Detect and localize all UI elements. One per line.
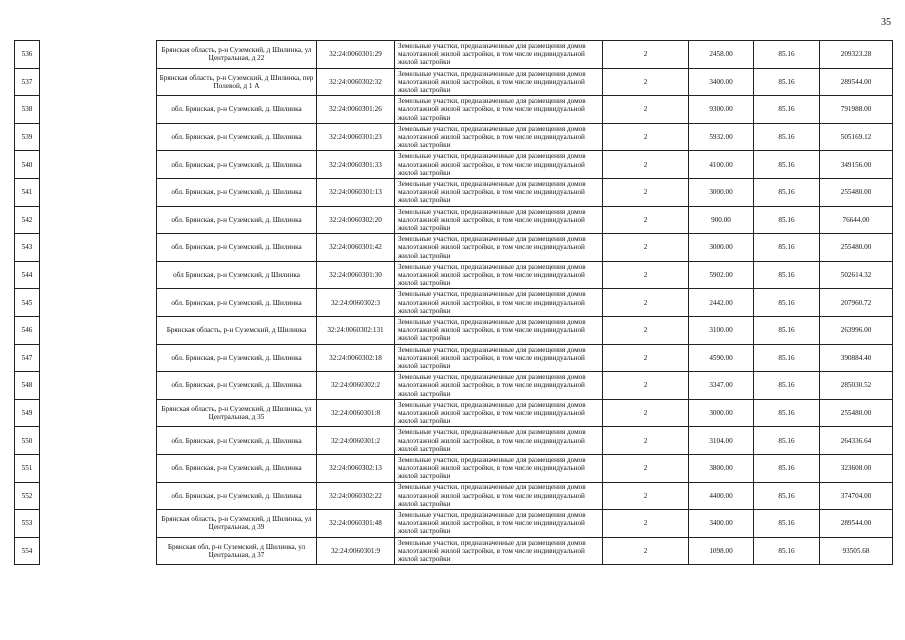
category-cell: 2	[603, 234, 689, 262]
address-cell: обл. Брянская, р-н Суземский, д. Шилинка	[157, 482, 317, 510]
area-cell: 5902.00	[689, 261, 754, 289]
permitted-use-cell: Земельные участки, предназначенные для размещения домов малоэтажной жилой застройки, в том числе индивидуальной жилой застройки	[395, 234, 603, 262]
specific-value-cell: 85.16	[754, 178, 820, 206]
empty-spacer-cell	[40, 41, 157, 69]
permitted-use-cell: Земельные участки, предназначенные для размещения домов малоэтажной жилой застройки, в том числе индивидуальной жилой застройки	[395, 482, 603, 510]
table-row	[15, 206, 893, 234]
area-cell: 4400.00	[689, 482, 754, 510]
cadastral-number-cell: 32:24:0060301:8	[317, 399, 395, 427]
area-cell: 9300.00	[689, 96, 754, 124]
cadastral-number-cell: 32:24:0060301:13	[317, 178, 395, 206]
address-cell: обл. Брянская, р-н Суземский, д. Шилинка	[157, 344, 317, 372]
table-row	[15, 234, 893, 262]
table-row	[15, 510, 893, 538]
empty-spacer-cell	[40, 123, 157, 151]
empty-spacer-cell	[40, 399, 157, 427]
empty-spacer-cell	[40, 289, 157, 317]
specific-value-cell: 85.16	[754, 234, 820, 262]
empty-spacer-cell	[40, 206, 157, 234]
area-cell: 3104.00	[689, 427, 754, 455]
row-number-cell: 539	[15, 123, 40, 151]
address-cell: обл. Брянская, р-н Суземский, д. Шилинка	[157, 123, 317, 151]
row-number-cell: 542	[15, 206, 40, 234]
cadastral-value-cell: 285030.52	[820, 372, 893, 400]
cadastral-value-cell: 264336.64	[820, 427, 893, 455]
permitted-use-cell: Земельные участки, предназначенные для размещения домов малоэтажной жилой застройки, в том числе индивидуальной жилой застройки	[395, 427, 603, 455]
cadastral-number-cell: 32:24:0060301:23	[317, 123, 395, 151]
specific-value-cell: 85.16	[754, 399, 820, 427]
table-row	[15, 454, 893, 482]
category-cell: 2	[603, 178, 689, 206]
row-number-cell: 554	[15, 537, 40, 565]
area-cell: 5932.00	[689, 123, 754, 151]
permitted-use-cell: Земельные участки, предназначенные для размещения домов малоэтажной жилой застройки, в том числе индивидуальной жилой застройки	[395, 123, 603, 151]
category-cell: 2	[603, 344, 689, 372]
specific-value-cell: 85.16	[754, 41, 820, 69]
empty-spacer-cell	[40, 510, 157, 538]
category-cell: 2	[603, 289, 689, 317]
area-cell: 3100.00	[689, 316, 754, 344]
cadastral-value-cell: 502614.32	[820, 261, 893, 289]
empty-spacer-cell	[40, 151, 157, 179]
cadastral-number-cell: 32:24:0060302:22	[317, 482, 395, 510]
permitted-use-cell: Земельные участки, предназначенные для размещения домов малоэтажной жилой застройки, в том числе индивидуальной жилой застройки	[395, 151, 603, 179]
cadastral-number-cell: 32:24:0060301:9	[317, 537, 395, 565]
cadastral-value-cell: 255480.00	[820, 399, 893, 427]
cadastral-value-cell: 323608.00	[820, 454, 893, 482]
specific-value-cell: 85.16	[754, 537, 820, 565]
permitted-use-cell: Земельные участки, предназначенные для размещения домов малоэтажной жилой застройки, в том числе индивидуальной жилой застройки	[395, 399, 603, 427]
specific-value-cell: 85.16	[754, 206, 820, 234]
cadastral-value-cell: 349156.00	[820, 151, 893, 179]
cadastral-value-cell: 289544.00	[820, 510, 893, 538]
permitted-use-cell: Земельные участки, предназначенные для размещения домов малоэтажной жилой застройки, в том числе индивидуальной жилой застройки	[395, 68, 603, 96]
table-row	[15, 123, 893, 151]
category-cell: 2	[603, 261, 689, 289]
permitted-use-cell: Земельные участки, предназначенные для размещения домов малоэтажной жилой застройки, в том числе индивидуальной жилой застройки	[395, 344, 603, 372]
area-cell: 3000.00	[689, 399, 754, 427]
address-cell: Брянская обл, р-н Суземский, д Шилинка, ул Центральная, д 37	[157, 537, 317, 565]
table-row	[15, 537, 893, 565]
permitted-use-cell: Земельные участки, предназначенные для размещения домов малоэтажной жилой застройки, в том числе индивидуальной жилой застройки	[395, 261, 603, 289]
row-number-cell: 544	[15, 261, 40, 289]
category-cell: 2	[603, 454, 689, 482]
category-cell: 2	[603, 68, 689, 96]
category-cell: 2	[603, 399, 689, 427]
empty-spacer-cell	[40, 68, 157, 96]
table-row	[15, 427, 893, 455]
cadastral-number-cell: 32:24:0060301:48	[317, 510, 395, 538]
permitted-use-cell: Земельные участки, предназначенные для размещения домов малоэтажной жилой застройки, в том числе индивидуальной жилой застройки	[395, 316, 603, 344]
address-cell: обл. Брянская, р-н Суземский, д. Шилинка	[157, 96, 317, 124]
empty-spacer-cell	[40, 454, 157, 482]
cadastral-number-cell: 32:24:0060302:20	[317, 206, 395, 234]
permitted-use-cell: Земельные участки, предназначенные для размещения домов малоэтажной жилой застройки, в том числе индивидуальной жилой застройки	[395, 96, 603, 124]
permitted-use-cell: Земельные участки, предназначенные для размещения домов малоэтажной жилой застройки, в том числе индивидуальной жилой застройки	[395, 537, 603, 565]
category-cell: 2	[603, 96, 689, 124]
empty-spacer-cell	[40, 316, 157, 344]
cadastral-value-cell: 289544.00	[820, 68, 893, 96]
area-cell: 3400.00	[689, 68, 754, 96]
address-cell: обл. Брянская, р-н Суземский, д. Шилинка	[157, 151, 317, 179]
address-cell: обл. Брянская, р-н Суземский, д. Шилинка	[157, 234, 317, 262]
category-cell: 2	[603, 316, 689, 344]
cadastral-number-cell: 32:24:0060301:42	[317, 234, 395, 262]
row-number-cell: 543	[15, 234, 40, 262]
cadastral-number-cell: 32:24:0060302:18	[317, 344, 395, 372]
area-cell: 3000.00	[689, 234, 754, 262]
row-number-cell: 547	[15, 344, 40, 372]
area-cell: 3000.00	[689, 178, 754, 206]
category-cell: 2	[603, 510, 689, 538]
cadastral-value-cell: 93505.68	[820, 537, 893, 565]
row-number-cell: 551	[15, 454, 40, 482]
area-cell: 4100.00	[689, 151, 754, 179]
address-cell: обл. Брянская, р-н Суземский, д. Шилинка	[157, 372, 317, 400]
area-cell: 3800.00	[689, 454, 754, 482]
specific-value-cell: 85.16	[754, 454, 820, 482]
table-row	[15, 151, 893, 179]
specific-value-cell: 85.16	[754, 427, 820, 455]
row-number-cell: 545	[15, 289, 40, 317]
cadastral-number-cell: 32:24:0060301:33	[317, 151, 395, 179]
cadastral-value-cell: 505169.12	[820, 123, 893, 151]
row-number-cell: 538	[15, 96, 40, 124]
address-cell: обл. Брянская, р-н Суземский, д. Шилинка	[157, 178, 317, 206]
category-cell: 2	[603, 123, 689, 151]
cadastral-value-cell: 207960.72	[820, 289, 893, 317]
table-row	[15, 399, 893, 427]
row-number-cell: 548	[15, 372, 40, 400]
specific-value-cell: 85.16	[754, 96, 820, 124]
category-cell: 2	[603, 537, 689, 565]
address-cell: обл. Брянская, р-н Суземский, д. Шилинка	[157, 454, 317, 482]
category-cell: 2	[603, 427, 689, 455]
page-number: 35	[881, 17, 891, 28]
area-cell: 2442.00	[689, 289, 754, 317]
empty-spacer-cell	[40, 372, 157, 400]
row-number-cell: 549	[15, 399, 40, 427]
area-cell: 3400.00	[689, 510, 754, 538]
category-cell: 2	[603, 206, 689, 234]
permitted-use-cell: Земельные участки, предназначенные для размещения домов малоэтажной жилой застройки, в том числе индивидуальной жилой застройки	[395, 206, 603, 234]
category-cell: 2	[603, 482, 689, 510]
row-number-cell: 546	[15, 316, 40, 344]
row-number-cell: 541	[15, 178, 40, 206]
cadastral-number-cell: 32:24:0060301:2	[317, 427, 395, 455]
table-row	[15, 178, 893, 206]
permitted-use-cell: Земельные участки, предназначенные для размещения домов малоэтажной жилой застройки, в том числе индивидуальной жилой застройки	[395, 178, 603, 206]
specific-value-cell: 85.16	[754, 289, 820, 317]
address-cell: обл. Брянская, р-н Суземский, д. Шилинка	[157, 427, 317, 455]
area-cell: 2458.00	[689, 41, 754, 69]
cadastral-number-cell: 32:24:0060302:2	[317, 372, 395, 400]
table-row	[15, 261, 893, 289]
row-number-cell: 550	[15, 427, 40, 455]
area-cell: 3347.00	[689, 372, 754, 400]
area-cell: 900.00	[689, 206, 754, 234]
table-row	[15, 289, 893, 317]
address-cell: Брянская область, р-н Суземский, д Шилинка, пер Полевой, д 1 А	[157, 68, 317, 96]
cadastral-value-cell: 76644.00	[820, 206, 893, 234]
address-cell: Брянская область, р-н Суземский, д Шилинка, ул Центральная, д 35	[157, 399, 317, 427]
specific-value-cell: 85.16	[754, 372, 820, 400]
specific-value-cell: 85.16	[754, 68, 820, 96]
table-row	[15, 482, 893, 510]
cadastral-value-cell: 255480.00	[820, 178, 893, 206]
address-cell: обл Брянская, р-н Суземский, д Шилинка	[157, 261, 317, 289]
cadastral-number-cell: 32:24:0060302:131	[317, 316, 395, 344]
table-row	[15, 316, 893, 344]
cadastral-number-cell: 32:24:0060301:30	[317, 261, 395, 289]
cadastral-number-cell: 32:24:0060301:29	[317, 41, 395, 69]
empty-spacer-cell	[40, 482, 157, 510]
table-row	[15, 41, 893, 69]
category-cell: 2	[603, 151, 689, 179]
table-row	[15, 96, 893, 124]
permitted-use-cell: Земельные участки, предназначенные для размещения домов малоэтажной жилой застройки, в том числе индивидуальной жилой застройки	[395, 289, 603, 317]
empty-spacer-cell	[40, 178, 157, 206]
address-cell: Брянская область, р-н Суземский, д Шилинка, ул Центральная, д 22	[157, 41, 317, 69]
empty-spacer-cell	[40, 427, 157, 455]
category-cell: 2	[603, 372, 689, 400]
permitted-use-cell: Земельные участки, предназначенные для размещения домов малоэтажной жилой застройки, в том числе индивидуальной жилой застройки	[395, 454, 603, 482]
row-number-cell: 540	[15, 151, 40, 179]
specific-value-cell: 85.16	[754, 344, 820, 372]
table-body	[15, 41, 893, 565]
empty-spacer-cell	[40, 234, 157, 262]
cadastral-value-cell: 255480.00	[820, 234, 893, 262]
cadastral-number-cell: 32:24:0060301:26	[317, 96, 395, 124]
table-row	[15, 344, 893, 372]
permitted-use-cell: Земельные участки, предназначенные для размещения домов малоэтажной жилой застройки, в том числе индивидуальной жилой застройки	[395, 41, 603, 69]
address-cell: Брянская область, р-н Суземский, д Шилинка	[157, 316, 317, 344]
specific-value-cell: 85.16	[754, 316, 820, 344]
table-row	[15, 372, 893, 400]
cadastral-value-cell: 209323.28	[820, 41, 893, 69]
permitted-use-cell: Земельные участки, предназначенные для размещения домов малоэтажной жилой застройки, в том числе индивидуальной жилой застройки	[395, 372, 603, 400]
address-cell: обл. Брянская, р-н Суземский, д. Шилинка	[157, 206, 317, 234]
specific-value-cell: 85.16	[754, 123, 820, 151]
cadastral-number-cell: 32:24:0060302:32	[317, 68, 395, 96]
empty-spacer-cell	[40, 344, 157, 372]
row-number-cell: 553	[15, 510, 40, 538]
empty-spacer-cell	[40, 96, 157, 124]
row-number-cell: 552	[15, 482, 40, 510]
land-plots-table	[14, 40, 893, 565]
cadastral-number-cell: 32:24:0060302:13	[317, 454, 395, 482]
address-cell: обл. Брянская, р-н Суземский, д. Шилинка	[157, 289, 317, 317]
category-cell: 2	[603, 41, 689, 69]
table-row	[15, 68, 893, 96]
permitted-use-cell: Земельные участки, предназначенные для размещения домов малоэтажной жилой застройки, в том числе индивидуальной жилой застройки	[395, 510, 603, 538]
specific-value-cell: 85.16	[754, 510, 820, 538]
empty-spacer-cell	[40, 261, 157, 289]
cadastral-number-cell: 32:24:0060302:3	[317, 289, 395, 317]
area-cell: 1098.00	[689, 537, 754, 565]
address-cell: Брянская область, р-н Суземский, д Шилинка, ул Центральная, д 39	[157, 510, 317, 538]
area-cell: 4590.00	[689, 344, 754, 372]
row-number-cell: 537	[15, 68, 40, 96]
specific-value-cell: 85.16	[754, 151, 820, 179]
specific-value-cell: 85.16	[754, 261, 820, 289]
cadastral-value-cell: 390884.40	[820, 344, 893, 372]
specific-value-cell: 85.16	[754, 482, 820, 510]
cadastral-value-cell: 263996.00	[820, 316, 893, 344]
cadastral-value-cell: 374704.00	[820, 482, 893, 510]
empty-spacer-cell	[40, 537, 157, 565]
cadastral-value-cell: 791988.00	[820, 96, 893, 124]
row-number-cell: 536	[15, 41, 40, 69]
